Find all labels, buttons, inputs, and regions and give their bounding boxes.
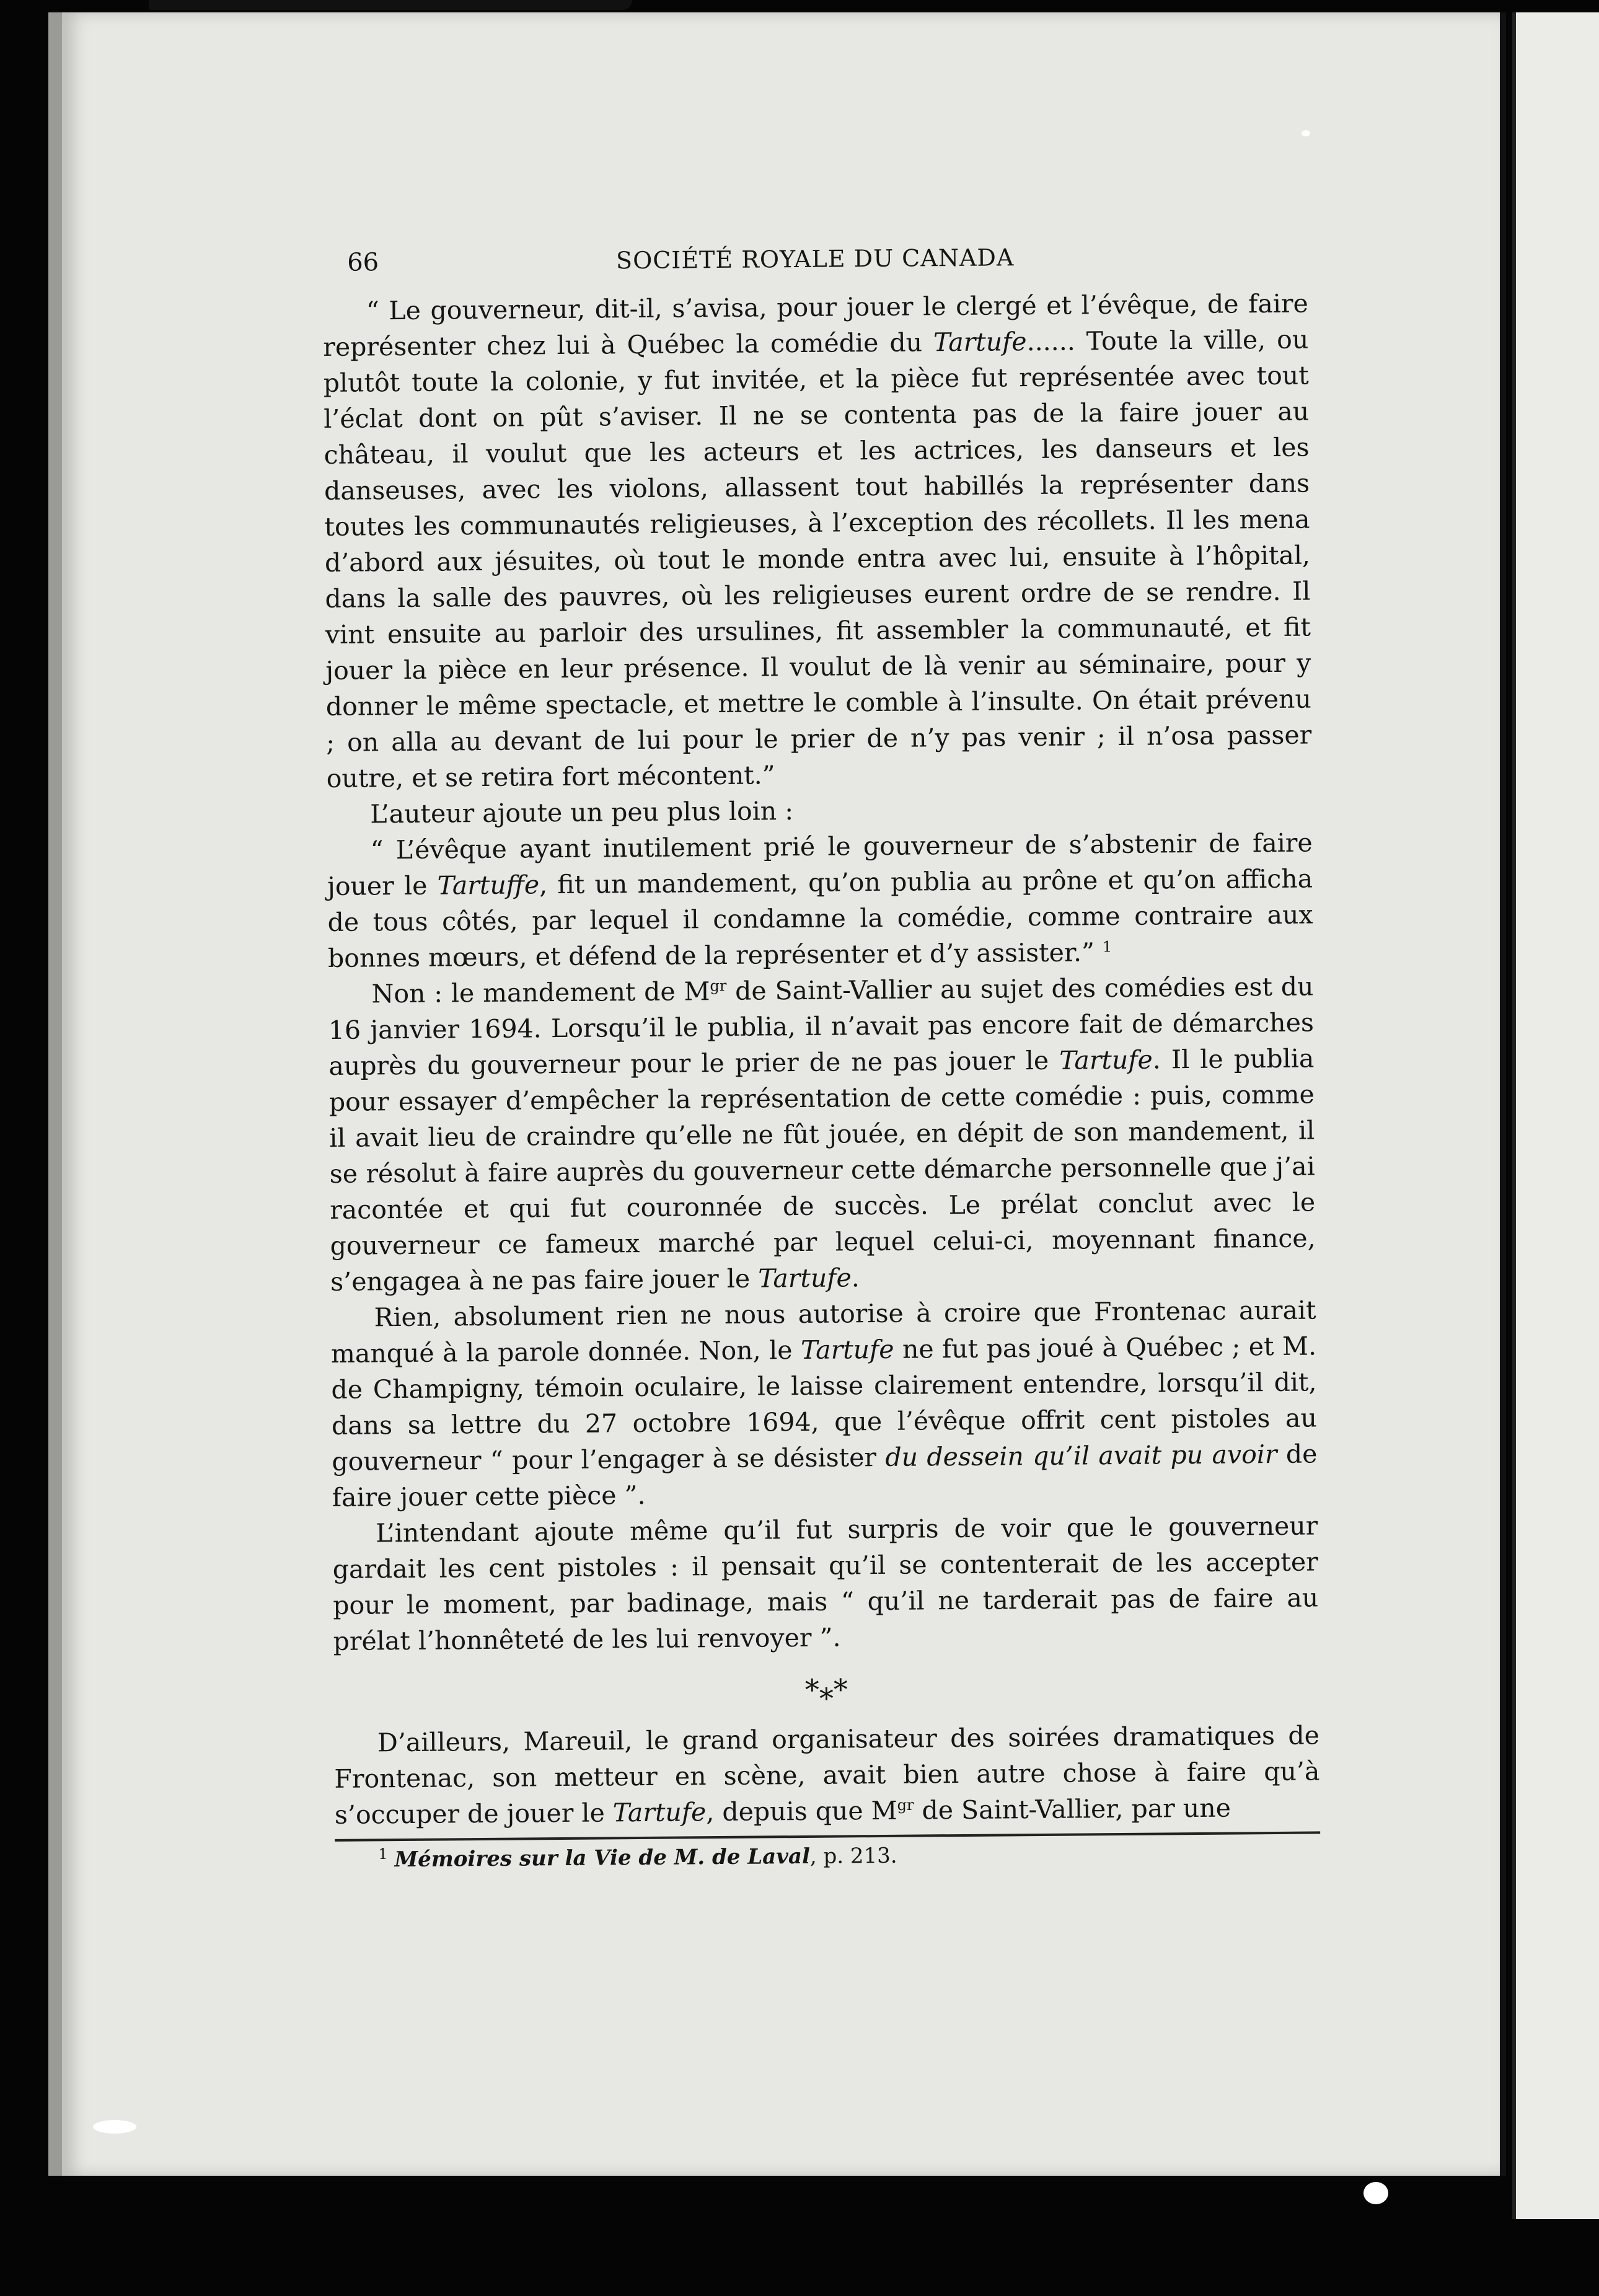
page-text: [322, 237, 1321, 1874]
page-header: [322, 237, 1308, 288]
running-title: SOCIÉTÉ ROYALE DU CANADA: [615, 244, 1015, 275]
footnote: $^1$ Mémoires sur la Vie de M. de Laval, p. 213.: [378, 1843, 897, 1873]
scan-speck: [1302, 130, 1310, 136]
section-break-asterism: *⁎*: [804, 1672, 848, 1707]
scan-artifact-top: [149, 0, 632, 10]
paragraph: L’auteur ajoute un peu plus loin :: [370, 796, 794, 829]
facing-page-edge: [1512, 12, 1599, 2219]
footnote-ref: 1: [1102, 938, 1112, 956]
paragraph: Non : le mandement de $M^{gr}$ de Saint-Vallier au sujet des comédies est du 16 janvier 1694. Lorsqu’il le publia, il n’avait pas encore fait de démarches auprès du gouverneur pour le prier de ne pas jouer le Tartufe. Il le publia pour essayer d’empêcher la représentation de cette comédie : puis, comme il avait lieu de craindre qu’elle ne fût jouée, en dépit de son mandement, il se résolut à faire auprès du gouverneur cette démarche personnelle que j’ai racontée et qui fut couronnée de succès. Le prélat conclut avec le gouverneur ce fameux marché par lequel celui-ci, moyennant finance, s’engagea à ne pas faire jouer le Tartufe.: [328, 971, 1316, 1297]
paragraph: Rien, absolument rien ne nous autorise à croire que Frontenac aurait manqué à la parole donnée. Non, le Tartufe ne fut pas joué à Québec ; et M. de Champigny, témoin oculaire, le laisse clairement entendre, lorsqu’il dit, dans sa lettre du 27 octobre 1694, que l’évêque offrit cent pistoles au gouverneur “ pour l’engager à se désister du dessein qu’il avait pu avoir de faire jouer cette pièce ”.: [330, 1295, 1318, 1512]
paragraph: “ Le gouverneur, dit-il, s’avisa, pour jouer le clergé et l’évêque, de faire représenter chez lui à Québec la comédie du Tartufe...... Toute la ville, ou plutôt toute la colonie, y fut invitée, et la pièce fut représentée avec tout l’éclat dont on pût s’aviser. Il ne se contenta pas de la faire jouer au château, il voulut que les acteurs et les actrices, les danseurs et les danseuses, avec les violons, allassent tout habillés la représenter dans toutes les communautés religieuses, à l’exception des récollets. Il les mena d’abord aux jésuites, où tout le monde entra avec lui, ensuite à l’hôpital, dans la salle des pauvres, où les religieuses eurent ordre de se rendre. Il vint ensuite au parloir des ursulines, fit assembler la communauté, et fit jouer la pièce en leur présence. Il voulut de là venir au séminaire, pour y donner le même spectacle, et mettre le comble à l’insulte. On était prévenu ; on alla au devant de lui pour le prier de n’y pas venir ; il n’osa passer outre, et se retira fort mécontent.”: [323, 288, 1312, 793]
paragraph: “ L’évêque ayant inutilement prié le gouverneur de s’abstenir de faire jouer le Tartuffe, fit un mandement, qu’on publia au prône et qu’on afficha de tous côtés, par lequel il condamne la comédie, comme contraire aux bonnes mœurs, et défend de la représenter et d’y assister.” $^1$: [327, 828, 1313, 973]
scan-speck: [1363, 2182, 1388, 2204]
paragraph: L’intendant ajoute même qu’il fut surpris de voir que le gouverneur gardait les cent pistoles : il pensait qu’il se contenterait de les accepter pour le moment, par badinage, mais “ qu’il ne tarderait pas de faire au prélat l’honnêteté de les lui renvoyer ”.: [332, 1511, 1319, 1656]
scan-speck: [93, 2120, 136, 2134]
paragraph: D’ailleurs, Mareuil, le grand organisateur des soirées dramatiques de Frontenac, son metteur en scène, avait bien autre chose à faire qu’à s’occuper de jouer le Tartufe, depuis que $M^{gr}$ de Saint-Vallier, par une: [334, 1720, 1320, 1830]
page-number: 66: [347, 248, 379, 277]
